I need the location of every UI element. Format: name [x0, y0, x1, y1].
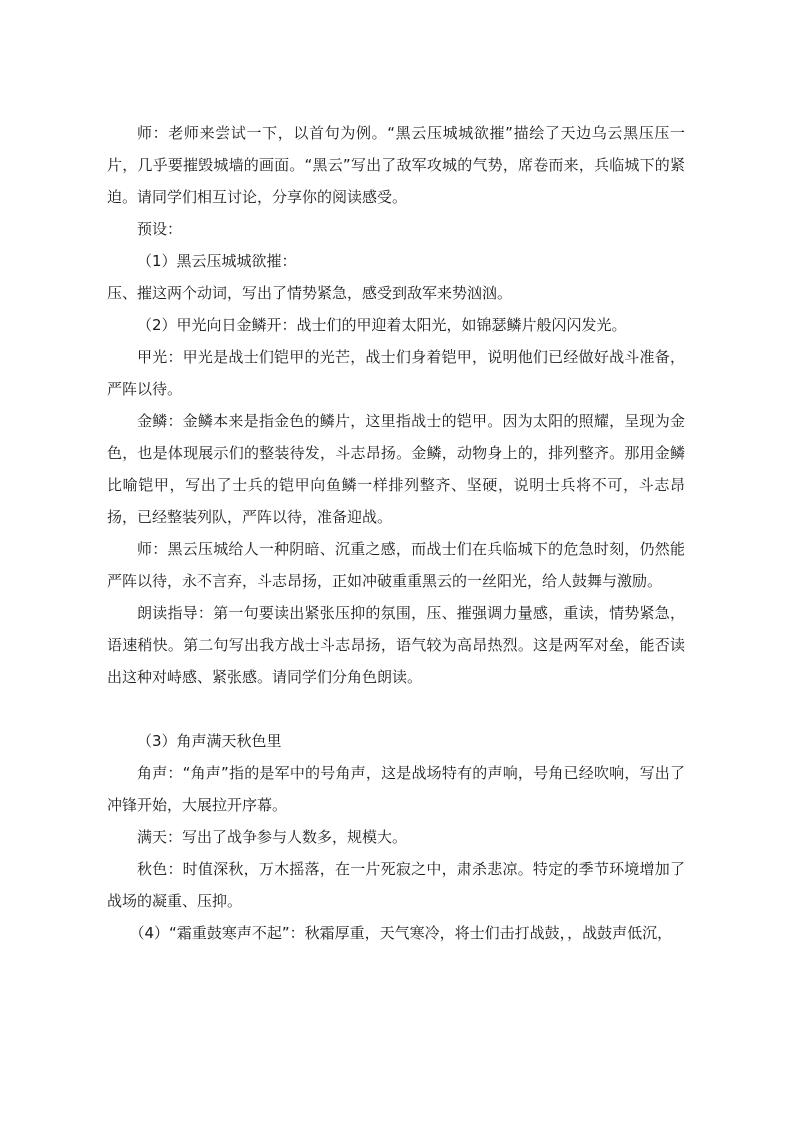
mantian-analysis: 满天：写出了战争参与人数多，规模大。 [137, 828, 408, 846]
line-2-heading: （2）甲光向日金鳞开：战士们的甲迎着太阳光，如锦瑟鳞片般闪闪发光。 [137, 316, 627, 334]
preset-label: 预设： [137, 220, 183, 238]
line-1-heading: （1）黑云压城城欲摧： [137, 252, 297, 270]
jiaguang-analysis: 甲光：甲光是战士们铠甲的光芒，战士们身着铠甲，说明他们已经做好战斗准备，严阵以待。 [107, 348, 685, 398]
document-body [107, 117, 685, 949]
blank-line [107, 693, 685, 725]
jinlin-analysis: 金鳞：金鳞本来是指金色的鳞片，这里指战士的铠甲。因为太阳的照耀，呈现为金色，也是体现展示们的整装待发，斗志昂扬。金鳞，动物身上的，排列整齐。那用金鳞比喻铠甲，写出了士兵的铠甲向鱼鳞一样排列整齐、坚硬，说明士兵将不可，斗志昂扬，已经整装列队，严阵以待，准备迎战。 [107, 412, 685, 526]
teacher-summary-paragraph: 师：黑云压城给人一种阴暗、沉重之感，而战士们在兵临城下的危急时刻，仍然能严阵以待，永不言弃，斗志昂扬，正如冲破重重黑云的一丝阳光，给人鼓舞与激励。 [107, 540, 685, 590]
line-4-heading: （4）“霜重鼓寒声不起”：秋霜厚重，天气寒冷，将士们击打战鼓，，战鼓声低沉， [129, 924, 673, 942]
line-1-analysis: 压、摧这两个动词，写出了情势紧急，感受到敌军来势汹汹。 [107, 284, 513, 302]
reading-guidance-paragraph: 朗读指导：第一句要读出紧张压抑的氛围，压、摧强调力量感，重读，情势紧急，语速稍快。第二句写出我方战士斗志昂扬，语气较为高昂热烈。这是两军对垒，能否读出这种对峙感、紧张感。请同学们分角色朗读。 [107, 604, 685, 686]
line-3-heading: （3）角声满天秋色里 [137, 732, 282, 750]
jiaosheng-analysis: 角声：“角声”指的是军中的号角声，这是战场特有的声响，号角已经吹响，写出了冲锋开始，大展拉开序幕。 [107, 764, 685, 814]
qiuse-analysis: 秋色：时值深秋，万木摇落，在一片死寂之中，肃杀悲凉。特定的季节环境增加了战场的凝重、压抑。 [107, 860, 685, 910]
teacher-example-paragraph: 师：老师来尝试一下，以首句为例。“黑云压城城欲摧”描绘了天边乌云黑压压一片，几乎要摧毁城墙的画面。“黑云”写出了敌军攻城的气势，席卷而来，兵临城下的紧迫。请同学们相互讨论，分享你的阅读感受。 [107, 124, 685, 206]
